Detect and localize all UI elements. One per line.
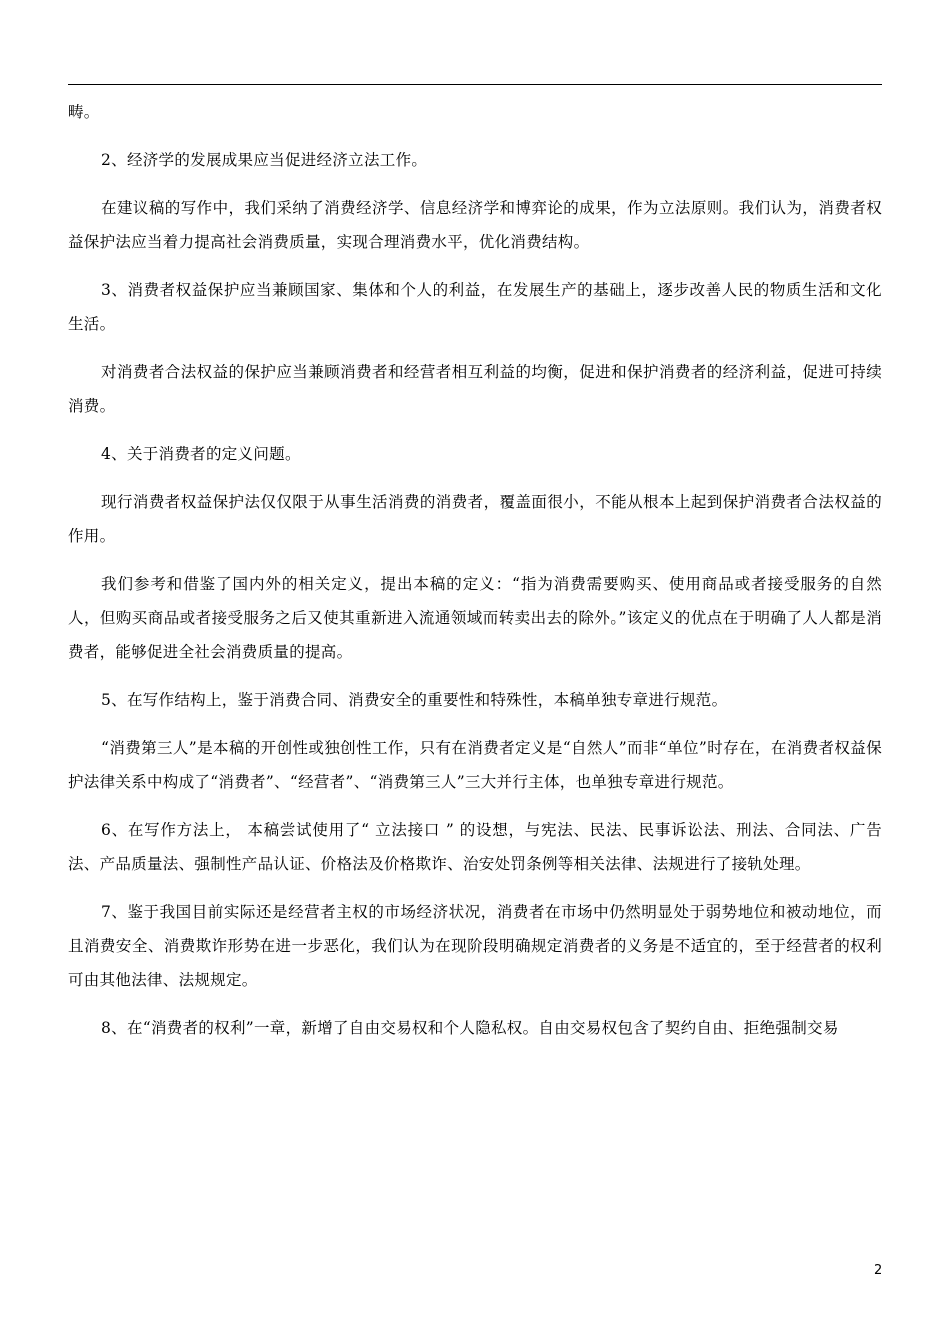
paragraph-gap — [68, 881, 882, 895]
paragraph-gap — [68, 129, 882, 143]
paragraph-item-6: 6、在写作方法上， 本稿尝试使用了“ 立法接口 ” 的设想，与宪法、民法、民事诉讼法、刑法、合同法、广告法、产品质量法、强制性产品认证、价格法及价格欺诈、治安处罚条例等相关法律、法规进行了接轨处理。 — [68, 821, 882, 873]
paragraph-item-7: 7、鉴于我国目前实际还是经营者主权的市场经济状况，消费者在市场中仍然明显处于弱势地位和被动地位，而且消费安全、消费欺诈形势在进一步恶化，我们认为在现阶段明确规定消费者的义务是不适宜的，至于经营者的权利可由其他法律、法规规定。 — [68, 903, 882, 989]
paragraph-gap — [68, 471, 882, 485]
header-rule — [68, 84, 882, 85]
paragraph-item-5-body: “消费第三人”是本稿的开创性或独创性工作，只有在消费者定义是“自然人”而非“单位”时存在，在消费者权益保护法律关系中构成了“消费者”、“经营者”、“消费第三人”三大并行主体，也单独专章进行规范。 — [68, 739, 882, 791]
paragraph-item-4-definition: 我们参考和借鉴了国内外的相关定义，提出本稿的定义：“指为消费需要购买、使用商品或者接受服务的自然人，但购买商品或者接受服务之后又使其重新进入流通领域而转卖出去的除外。”该定义的优点在于明确了人人都是消费者，能够促进全社会消费质量的提高。 — [68, 575, 882, 661]
paragraph-item-8: 8、在“消费者的权利”一章，新增了自由交易权和个人隐私权。自由交易权包含了契约自由、拒绝强制交易 — [101, 1019, 839, 1037]
paragraph-item-2-body: 在建议稿的写作中，我们采纳了消费经济学、信息经济学和博弈论的成果，作为立法原则。我们认为，消费者权益保护法应当着力提高社会消费质量，实现合理消费水平，优化消费结构。 — [68, 199, 882, 251]
paragraph-gap — [68, 669, 882, 683]
paragraph-item-5-heading: 5、在写作结构上，鉴于消费合同、消费安全的重要性和特殊性，本稿单独专章进行规范。 — [101, 691, 728, 709]
paragraph-gap — [68, 717, 882, 731]
paragraph-gap — [68, 423, 882, 437]
paragraph-gap — [68, 341, 882, 355]
paragraph-gap — [68, 177, 882, 191]
page-number: 2 — [874, 1263, 883, 1278]
paragraph-item-4-body: 现行消费者权益保护法仅仅限于从事生活消费的消费者，覆盖面很小，不能从根本上起到保护消费者合法权益的作用。 — [68, 493, 882, 545]
paragraph-item-4-heading: 4、关于消费者的定义问题。 — [101, 445, 301, 463]
paragraph-gap — [68, 259, 882, 273]
paragraph-gap — [68, 553, 882, 567]
paragraph-continuation: 畴。 — [68, 103, 100, 121]
paragraph-item-2-heading: 2、经济学的发展成果应当促进经济立法工作。 — [101, 151, 428, 169]
paragraph-gap — [68, 799, 882, 813]
paragraph-gap — [68, 997, 882, 1011]
document-body — [68, 95, 882, 1045]
paragraph-item-3-heading: 3、消费者权益保护应当兼顾国家、集体和个人的利益，在发展生产的基础上，逐步改善人民的物质生活和文化生活。 — [68, 281, 882, 333]
paragraph-item-3-body: 对消费者合法权益的保护应当兼顾消费者和经营者相互利益的均衡，促进和保护消费者的经济利益，促进可持续消费。 — [68, 363, 882, 415]
